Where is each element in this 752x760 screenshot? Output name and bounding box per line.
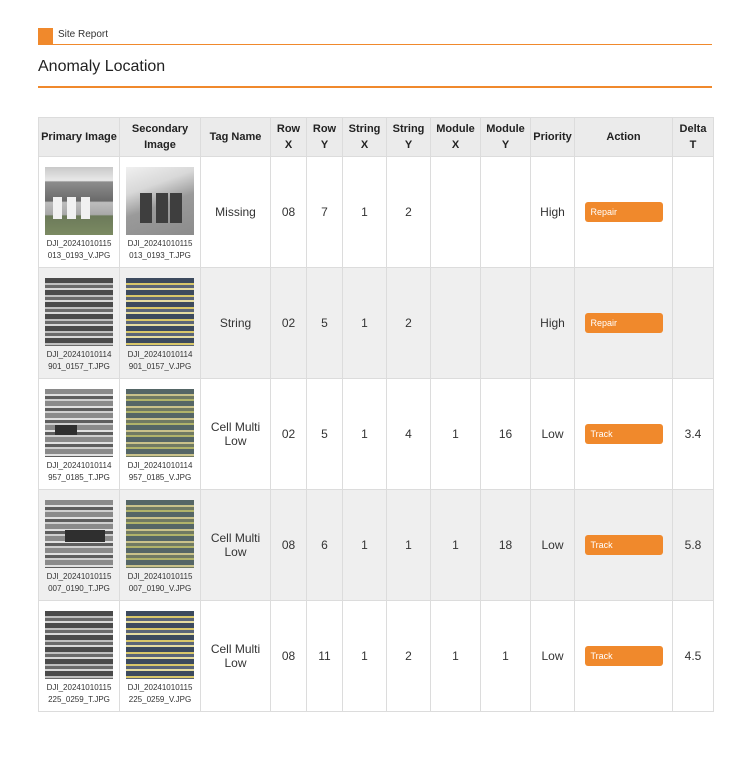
table-row [39, 379, 714, 490]
col-row-y: Row Y [307, 118, 343, 157]
string-x: 1 [343, 601, 387, 712]
row-x: 08 [271, 490, 307, 601]
module-y: 16 [481, 379, 531, 490]
primary-thumbnail[interactable] [45, 389, 113, 457]
primary-thumbnail[interactable] [45, 611, 113, 679]
secondary-image-cell [120, 268, 201, 379]
anomaly-table [38, 117, 714, 712]
module-x [431, 268, 481, 379]
delta-t: 5.8 [673, 490, 714, 601]
action-cell [575, 268, 673, 379]
string-y: 1 [387, 490, 431, 601]
col-primary-image: Primary Image [39, 118, 120, 157]
row-y: 6 [307, 490, 343, 601]
row-x: 08 [271, 601, 307, 712]
row-x: 08 [271, 157, 307, 268]
tag-name: String [201, 268, 271, 379]
string-y: 2 [387, 601, 431, 712]
primary-image-cell [39, 490, 120, 601]
secondary-thumbnail[interactable] [126, 167, 194, 235]
module-y: 18 [481, 490, 531, 601]
tag-name: Cell Multi Low [201, 601, 271, 712]
col-secondary-image: Secondary Image [120, 118, 201, 157]
col-action: Action [575, 118, 673, 157]
string-y: 2 [387, 157, 431, 268]
string-x: 1 [343, 157, 387, 268]
priority: Low [531, 490, 575, 601]
module-y [481, 157, 531, 268]
module-y: 1 [481, 601, 531, 712]
title-divider [38, 86, 712, 88]
delta-t [673, 268, 714, 379]
track-button[interactable]: Track [585, 646, 663, 666]
string-x: 1 [343, 268, 387, 379]
secondary-image-cell [120, 601, 201, 712]
primary-filename: DJI_20241010114957_0185_T.JPG [46, 460, 112, 482]
col-module-x: Module X [431, 118, 481, 157]
delta-t [673, 157, 714, 268]
secondary-thumbnail[interactable] [126, 389, 194, 457]
secondary-image-cell [120, 157, 201, 268]
primary-thumbnail[interactable] [45, 278, 113, 346]
secondary-image-cell [120, 379, 201, 490]
repair-button[interactable]: Repair [585, 202, 663, 222]
table-row [39, 601, 714, 712]
module-x: 1 [431, 601, 481, 712]
string-x: 1 [343, 490, 387, 601]
tag-name: Missing [201, 157, 271, 268]
priority: High [531, 157, 575, 268]
primary-filename: DJI_20241010115225_0259_T.JPG [46, 682, 112, 704]
table-row [39, 490, 714, 601]
table-header-row [39, 118, 714, 157]
primary-image-cell [39, 268, 120, 379]
secondary-image-cell [120, 490, 201, 601]
module-x [431, 157, 481, 268]
module-x: 1 [431, 490, 481, 601]
secondary-filename: DJI_20241010114901_0157_V.JPG [127, 349, 193, 371]
action-cell [575, 379, 673, 490]
string-y: 4 [387, 379, 431, 490]
row-y: 7 [307, 157, 343, 268]
col-priority: Priority [531, 118, 575, 157]
priority: High [531, 268, 575, 379]
row-y: 5 [307, 268, 343, 379]
row-x: 02 [271, 268, 307, 379]
string-x: 1 [343, 379, 387, 490]
primary-thumbnail[interactable] [45, 167, 113, 235]
secondary-thumbnail[interactable] [126, 611, 194, 679]
tag-name: Cell Multi Low [201, 379, 271, 490]
secondary-filename: DJI_20241010115007_0190_V.JPG [127, 571, 193, 593]
row-y: 11 [307, 601, 343, 712]
repair-button[interactable]: Repair [585, 313, 663, 333]
secondary-filename: DJI_20241010115225_0259_V.JPG [127, 682, 193, 704]
secondary-thumbnail[interactable] [126, 500, 194, 568]
table-row [39, 268, 714, 379]
col-delta-t: Delta T [673, 118, 714, 157]
primary-filename: DJI_20241010115013_0193_V.JPG [46, 238, 112, 260]
action-cell [575, 601, 673, 712]
module-x: 1 [431, 379, 481, 490]
primary-image-cell [39, 379, 120, 490]
priority: Low [531, 601, 575, 712]
secondary-thumbnail[interactable] [126, 278, 194, 346]
row-y: 5 [307, 379, 343, 490]
primary-thumbnail[interactable] [45, 500, 113, 568]
row-x: 02 [271, 379, 307, 490]
primary-filename: DJI_20241010115007_0190_T.JPG [46, 571, 112, 593]
action-cell [575, 157, 673, 268]
module-y [481, 268, 531, 379]
tag-name: Cell Multi Low [201, 490, 271, 601]
col-tag-name: Tag Name [201, 118, 271, 157]
primary-image-cell [39, 157, 120, 268]
col-module-y: Module Y [481, 118, 531, 157]
primary-image-cell [39, 601, 120, 712]
string-y: 2 [387, 268, 431, 379]
secondary-filename: DJI_20241010115013_0193_T.JPG [127, 238, 193, 260]
primary-filename: DJI_20241010114901_0157_T.JPG [46, 349, 112, 371]
report-header [38, 28, 712, 45]
delta-t: 4.5 [673, 601, 714, 712]
delta-t: 3.4 [673, 379, 714, 490]
secondary-filename: DJI_20241010114957_0185_V.JPG [127, 460, 193, 482]
brand-swatch [38, 28, 53, 44]
col-string-x: String X [343, 118, 387, 157]
report-label: Site Report [58, 29, 109, 40]
track-button[interactable]: Track [585, 535, 663, 555]
col-row-x: Row X [271, 118, 307, 157]
table-row [39, 157, 714, 268]
col-string-y: String Y [387, 118, 431, 157]
priority: Low [531, 379, 575, 490]
page-title: Anomaly Location [38, 58, 166, 75]
action-cell [575, 490, 673, 601]
track-button[interactable]: Track [585, 424, 663, 444]
